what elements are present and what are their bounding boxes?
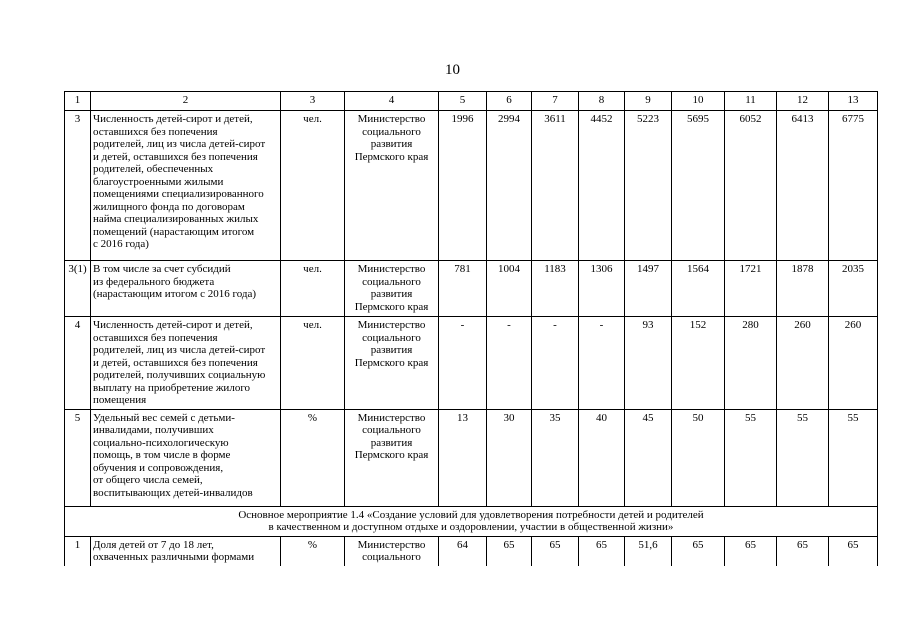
value-cell: 280 — [725, 317, 777, 410]
value-cell: 1996 — [439, 111, 487, 261]
table-row — [65, 261, 878, 317]
text-line: Доля детей от 7 до 18 лет, — [93, 538, 214, 551]
text-line: Удельный вес семей с детьми- — [93, 411, 235, 424]
value-cell: 1004 — [487, 261, 532, 317]
text-line: развития — [370, 436, 413, 449]
text-line: от общего числа семей, — [93, 474, 203, 486]
indicator-name — [91, 409, 281, 506]
value-cell: 50 — [672, 409, 725, 506]
value-cell: 260 — [777, 317, 829, 410]
section-title — [65, 506, 878, 536]
text-line: оставшихся без попечения — [93, 331, 218, 344]
text-line: инвалидами, получивших — [93, 424, 214, 436]
header-cell: 12 — [777, 92, 829, 111]
unit-of-measure: чел. — [281, 261, 345, 317]
row-number: 1 — [65, 536, 91, 566]
value-cell: 65 — [672, 536, 725, 566]
value-cell: 65 — [532, 536, 579, 566]
value-cell: 781 — [439, 261, 487, 317]
indicator-name — [91, 536, 281, 566]
text-line: помещения — [93, 394, 147, 406]
text-line: жилищного фонда по договорам — [93, 200, 245, 213]
value-cell: 1878 — [777, 261, 829, 317]
indicators-table — [64, 91, 878, 566]
text-line: в качественном и доступном отдыхе и оздоровлении, участии в общественной жизни» — [268, 521, 674, 533]
header-cell: 9 — [625, 92, 672, 111]
text-line: родителей, получивших социальную — [93, 369, 266, 381]
text-line: социального — [362, 125, 421, 138]
value-cell: 55 — [725, 409, 777, 506]
text-line: социального — [362, 424, 421, 436]
text-line: родителей, обеспеченных — [93, 163, 214, 175]
header-cell: 5 — [439, 92, 487, 111]
text-line: и детей, оставшихся без попечения — [93, 356, 258, 369]
value-cell: 40 — [579, 409, 625, 506]
indicator-name — [91, 111, 281, 261]
header-cell: 13 — [829, 92, 878, 111]
text-line: родителей, лиц из числа детей-сирот — [93, 344, 266, 356]
text-line: помощь, в том числе в форме — [93, 449, 231, 461]
text-line: Пермского края — [354, 449, 429, 461]
value-cell: 65 — [725, 536, 777, 566]
unit-of-measure: % — [281, 536, 345, 566]
header-cell: 2 — [91, 92, 281, 111]
header-cell: 7 — [532, 92, 579, 111]
text-line: помещений (нарастающим итогом — [93, 225, 255, 238]
row-number: 5 — [65, 409, 91, 506]
text-line: с 2016 года) — [93, 238, 149, 250]
value-cell: 65 — [777, 536, 829, 566]
row-number: 4 — [65, 317, 91, 410]
text-line: Министерство — [357, 113, 426, 125]
value-cell: 65 — [487, 536, 532, 566]
value-cell: 152 — [672, 317, 725, 410]
text-line: благоустроенными жилыми — [93, 175, 224, 188]
value-cell: - — [579, 317, 625, 410]
value-cell: 1497 — [625, 261, 672, 317]
value-cell: 64 — [439, 536, 487, 566]
text-line: охваченных различными формами — [93, 551, 255, 563]
value-cell: 6052 — [725, 111, 777, 261]
row-number: 3 — [65, 111, 91, 261]
indicator-name — [91, 261, 281, 317]
value-cell: 55 — [777, 409, 829, 506]
value-cell: 55 — [829, 409, 878, 506]
indicator-name — [91, 317, 281, 410]
text-line: (нарастающим итогом с 2016 года) — [93, 288, 257, 300]
text-line: социального — [362, 275, 421, 288]
value-cell: 93 — [625, 317, 672, 410]
value-cell: - — [532, 317, 579, 410]
value-cell: - — [439, 317, 487, 410]
value-cell: 260 — [829, 317, 878, 410]
value-cell: 45 — [625, 409, 672, 506]
section-row — [65, 506, 878, 536]
value-cell: 1564 — [672, 261, 725, 317]
executor — [345, 536, 439, 566]
text-line: Пермского края — [354, 150, 429, 163]
value-cell: 2035 — [829, 261, 878, 317]
header-cell: 10 — [672, 92, 725, 111]
table-row — [65, 409, 878, 506]
value-cell: 1721 — [725, 261, 777, 317]
table-row — [65, 536, 878, 566]
value-cell: 6413 — [777, 111, 829, 261]
value-cell: 2994 — [487, 111, 532, 261]
text-line: Численность детей-сирот и детей, — [93, 113, 253, 125]
text-line: Основное мероприятие 1.4 «Создание условий для удовлетворения потребности детей и родителей — [238, 508, 704, 521]
text-line: родителей, лиц из числа детей-сирот — [93, 138, 266, 150]
value-cell: 65 — [829, 536, 878, 566]
text-line: воспитывающих детей-инвалидов — [93, 486, 253, 499]
unit-of-measure: чел. — [281, 111, 345, 261]
text-line: социального — [362, 551, 421, 563]
value-cell: 5223 — [625, 111, 672, 261]
unit-of-measure: чел. — [281, 317, 345, 410]
value-cell: 6775 — [829, 111, 878, 261]
header-cell: 1 — [65, 92, 91, 111]
header-row — [65, 92, 878, 111]
executor — [345, 409, 439, 506]
text-line: и детей, оставшихся без попечения — [93, 150, 258, 163]
text-line: помещениями специализированного — [93, 188, 264, 200]
value-cell: 4452 — [579, 111, 625, 261]
text-line: Министерство — [357, 319, 426, 331]
text-line: Численность детей-сирот и детей, — [93, 319, 253, 331]
value-cell: 35 — [532, 409, 579, 506]
text-line: развития — [370, 138, 413, 150]
text-line: обучения и сопровождения, — [93, 461, 224, 474]
text-line: развития — [370, 288, 413, 300]
executor — [345, 317, 439, 410]
text-line: из федерального бюджета — [93, 275, 215, 288]
header-cell: 8 — [579, 92, 625, 111]
header-cell: 4 — [345, 92, 439, 111]
executor — [345, 111, 439, 261]
text-line: Пермского края — [354, 300, 429, 313]
value-cell: 13 — [439, 409, 487, 506]
text-line: социально-психологическую — [93, 436, 229, 449]
text-line: развития — [370, 344, 413, 356]
text-line: В том числе за счет субсидий — [93, 263, 231, 275]
value-cell: 1183 — [532, 261, 579, 317]
text-line: Министерство — [357, 538, 426, 551]
table-row — [65, 111, 878, 261]
value-cell: 1306 — [579, 261, 625, 317]
header-cell: 11 — [725, 92, 777, 111]
text-line: Министерство — [357, 263, 426, 275]
page-number: 10 — [445, 62, 460, 78]
text-line: выплату на приобретение жилого — [93, 381, 251, 394]
text-line: Пермского края — [354, 356, 429, 369]
text-line: найма специализированных жилых — [93, 213, 259, 225]
row-number: 3(1) — [65, 261, 91, 317]
header-cell: 3 — [281, 92, 345, 111]
value-cell: 3611 — [532, 111, 579, 261]
executor — [345, 261, 439, 317]
value-cell: 30 — [487, 409, 532, 506]
value-cell: - — [487, 317, 532, 410]
table-row — [65, 317, 878, 410]
header-cell: 6 — [487, 92, 532, 111]
text-line: социального — [362, 331, 421, 344]
value-cell: 51,6 — [625, 536, 672, 566]
unit-of-measure: % — [281, 409, 345, 506]
text-line: Министерство — [357, 411, 426, 424]
value-cell: 65 — [579, 536, 625, 566]
value-cell: 5695 — [672, 111, 725, 261]
text-line: оставшихся без попечения — [93, 125, 218, 138]
